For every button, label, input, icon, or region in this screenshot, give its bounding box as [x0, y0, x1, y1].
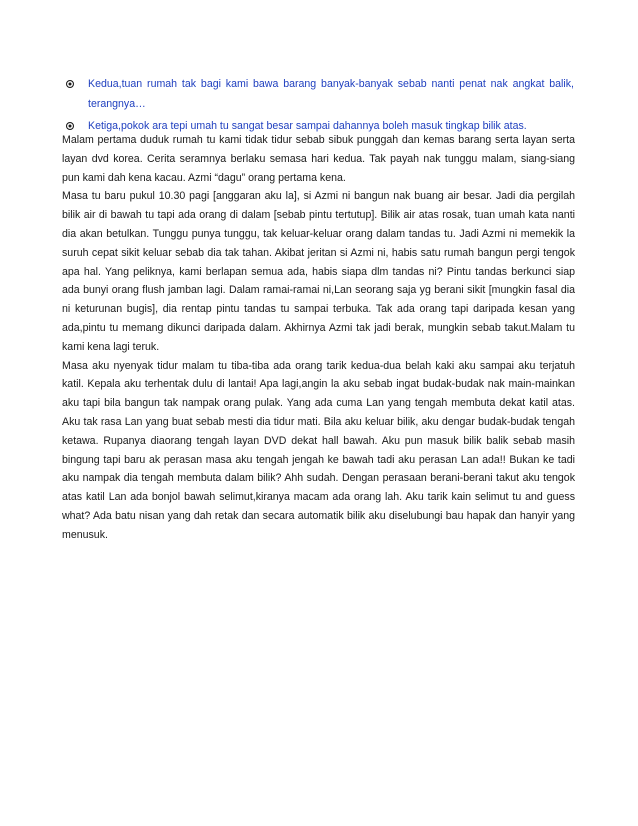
paragraph: Masa tu baru pukul 10.30 pagi [anggaran aku la], si Azmi ni bangun nak buang air besar. Jadi dia pergilah bilik air di bawah tu tapi ada orang di dalam [sebab pintu tertutup]. Bilik air atas rosak, tuan umah kata nanti dia akan betulkan. Tunggu punya tunggu, tak keluar-keluar orang dalam tandas tu. Jadi Azmi ni memekik la suruh cepat sikit keluar sebab dia tak tahan. Akibat jeritan si Azmi ni, habis satu rumah bangun pergi tengok apa hal. Yang peliknya, kami berlapan semua ada, habis siapa dlm tandas ni? Pintu tandas berkunci siap ada bunyi orang flush jamban lagi. Dalam ramai-ramai ni,Lan seorang saja yg berani sikit [mungkin fasal dia ni keturunan bugis], dia rentap pintu tandas tu sampai terbuka. Tak ada orang tapi daripada kesan yang ada,pintu tu memang dikunci daripada dalam. Akhirnya Azmi tak jadi berak, mungkin sebab takut.Malam tu kami kena lagi teruk. — [62, 190, 575, 353]
bullet-text: Kedua,tuan rumah tak bagi kami bawa barang banyak-banyak sebab nanti penat nak angkat balik, terangnya… — [88, 78, 574, 110]
bullet-item — [64, 74, 574, 114]
bullet-list — [64, 74, 574, 138]
bullet-icon — [66, 122, 74, 130]
paragraph: Malam pertama duduk rumah tu kami tidak tidur sebab sibuk punggah dan kemas barang serta layan serta layan dvd korea. Cerita seramnya berlaku semasa hari kedua. Tak payah nak tunggu malam, siang-siang pun kami dah kena kacau. Azmi “dagu” orang pertama kena. — [62, 134, 575, 184]
body-text — [62, 131, 575, 545]
bullet-text: Ketiga,pokok ara tepi umah tu sangat besar sampai dahannya boleh masuk tingkap bilik atas. — [88, 120, 527, 132]
bullet-icon — [66, 80, 74, 88]
paragraph: Masa aku nyenyak tidur malam tu tiba-tiba ada orang tarik kedua-dua belah kaki aku sampai aku terjatuh katil. Kepala aku terhentak dulu di lantai! Apa lagi,angin la aku sebab ingat budak-budak nak main-mainkan aku tapi bila bangun tak nampak orang pulak. Yang ada cuma Lan yang tengah membuta dekat katil atas. Aku tak rasa Lan yang buat sebab mesti dia tidur mati. Bila aku keluar bilik, aku dengar budak-budak tengah ketawa. Rupanya diaorang tengah layan DVD dekat hall bawah. Aku pun masuk bilik balik sebab masih bingung tapi baru ak perasan masa aku tengah jengah ke bawah tadi aku perasan Lan ada!! Bukan ke tadi aku nampak dia tengah membuta dalam bilik? Ahh sudah. Dengan perasaan berani-berani takut aku tengok atas katil Lan ada bonjol bawah selimut,kiranya macam ada orang lah. Aku tarik kain selimut tu and guess what? Ada batu nisan yang dah retak dan secara automatik bilik aku diselubungi bau hapak dan hanyir yang menusuk. — [62, 359, 575, 541]
